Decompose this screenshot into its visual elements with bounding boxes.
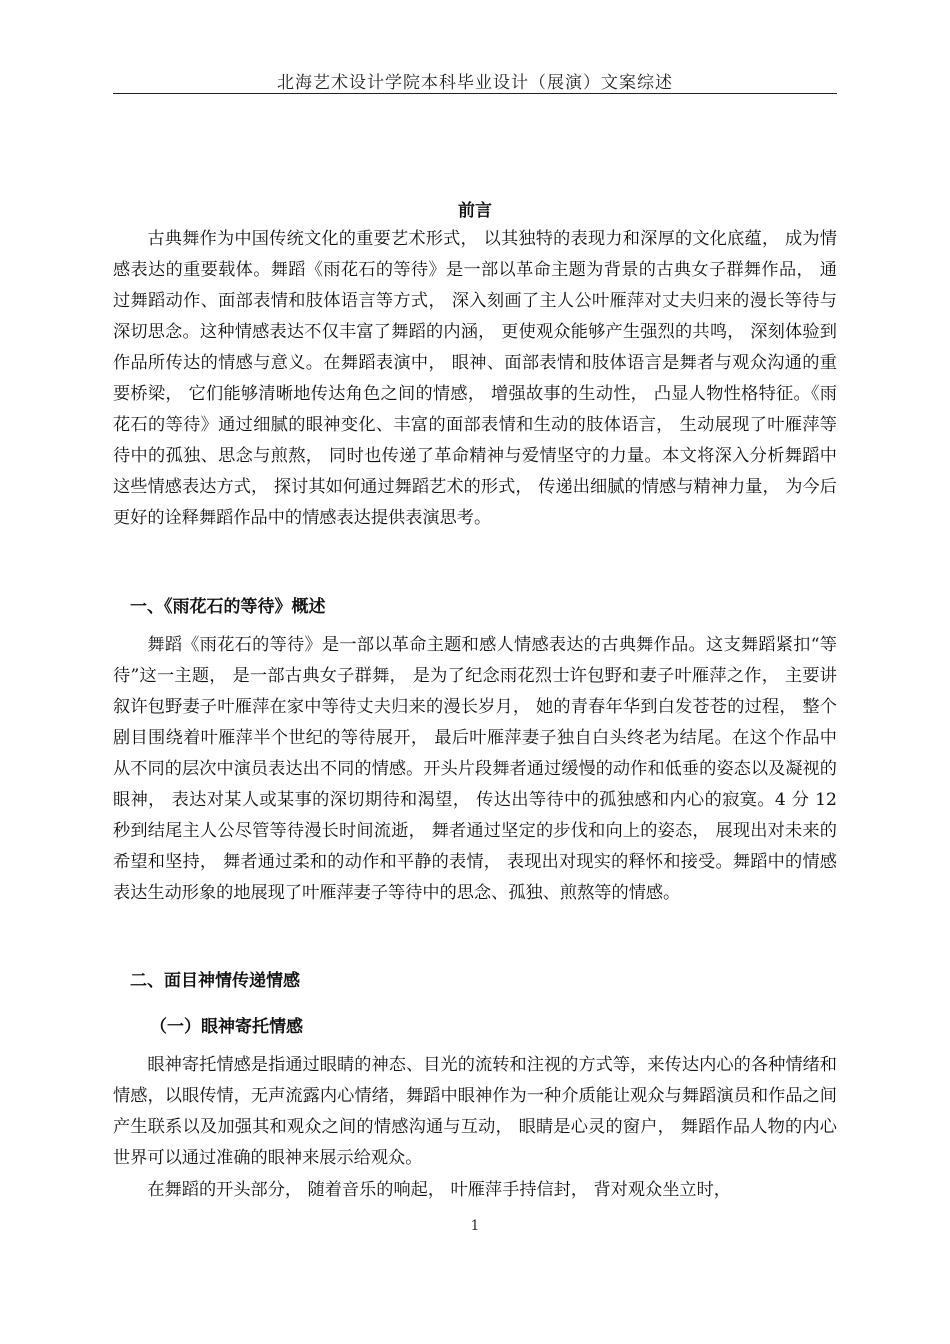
subsection-2-1-heading: （一）眼神寄托情感	[150, 1017, 303, 1037]
subsection-2-1-paragraph-1: 眼神寄托情感是指通过眼睛的神态、目光的流转和注视的方式等，来传达内心的各种情绪和情感，以眼传情，无声流露内心情绪，舞蹈中眼神作为一种介质能让观众与舞蹈演员和作品之间产生联系以及加强其和观众之间的情感沟通与互动， 眼睛是心灵的窗户， 舞蹈作品人物的内心世界可以通过准确的眼神来展示给观众。	[113, 1055, 837, 1168]
subsection-2-1-paragraph-2: 在舞蹈的开头部分， 随着音乐的响起， 叶雁萍手持信封， 背对观众坐立时，	[147, 1180, 731, 1200]
preface-title: 前言	[458, 201, 492, 221]
section-2-heading: 二、面目神情传递情感	[130, 971, 300, 991]
preface-paragraph: 古典舞作为中国传统文化的重要艺术形式， 以其独特的表现力和深厚的文化底蕴， 成为情感表达的重要载体。舞蹈《雨花石的等待》是一部以革命主题为背景的古典女子群舞作品， 通过舞蹈动作、面部表情和肢体语言等方式， 深入刻画了主人公叶雁萍对丈夫归来的漫长等待与深切思念。这种情感表达不仅丰富了舞蹈的内涵， 更使观众能够产生强烈的共鸣， 深刻体验到作品所传达的情感与意义。在舞蹈表演中， 眼神、面部表情和肢体语言是舞者与观众沟通的重要桥梁， 它们能够清晰地传达角色之间的情感， 增强故事的生动性， 凸显人物性格特征。《雨花石的等待》通过细腻的眼神变化、丰富的面部表情和生动的肢体语言， 生动展现了叶雁萍等待中的孤独、思念与煎熬， 同时也传递了革命精神与爱情坚守的力量。本文将深入分析舞蹈中这些情感表达方式， 探讨其如何通过舞蹈艺术的形式， 传递出细腻的情感与精神力量， 为今后更好的诠释舞蹈作品中的情感表达提供表演思考。	[113, 229, 837, 528]
section-1-paragraph: 舞蹈《雨花石的等待》是一部以革命主题和感人情感表达的古典舞作品。这支舞蹈紧扣“等待”这一主题， 是一部古典女子群舞， 是为了纪念雨花烈士许包野和妻子叶雁萍之作， 主要讲叙许包野妻子叶雁萍在家中等待丈夫归来的漫长岁月， 她的青春年华到白发苍苍的过程， 整个剧目围绕着叶雁萍半个世纪的等待展开， 最后叶雁萍妻子独自白头终老为结尾。在这个作品中从不同的层次中演员表达出不同的情感。开头片段舞者通过缓慢的动作和低垂的姿态以及凝视的眼神， 表达对某人或某事的深切期待和渴望， 传达出等待中的孤独感和内心的寂寞。4 分 12 秒到结尾主人公尽管等待漫长时间流逝， 舞者通过坚定的步伐和向上的姿态， 展现出对未来的希望和坚持， 舞者通过柔和的动作和平静的表情， 表现出对现实的释怀和接受。舞蹈中的情感表达生动形象的地展现了叶雁萍妻子等待中的思念、孤独、煎熬等的情感。	[113, 635, 837, 903]
section-1-heading: 一、《雨花石的等待》概述	[130, 597, 326, 617]
header-divider	[113, 93, 837, 94]
page-header-title: 北海艺术设计学院本科毕业设计（展演）文案综述	[277, 73, 673, 93]
page-number: 1	[470, 1218, 480, 1234]
